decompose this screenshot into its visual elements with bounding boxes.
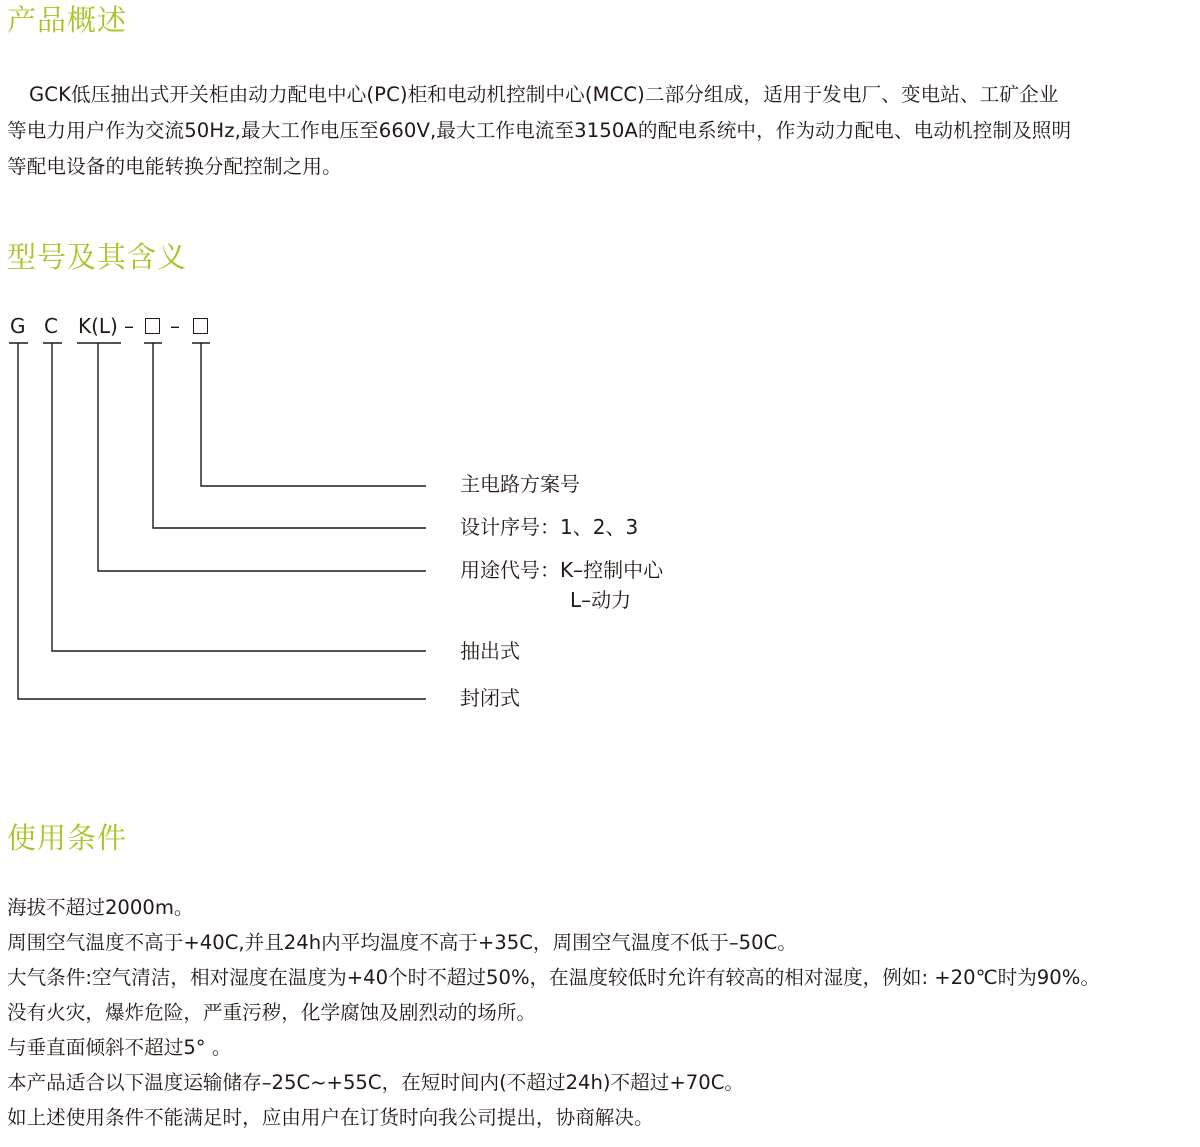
condition-item: 周围空气温度不高于+40C,并且24h内平均温度不高于+35C，周围空气温度不低于–50C。 <box>7 931 797 954</box>
overview-line: GCK低压抽出式开关柜由动力配电中心(PC)柜和电动机控制中心(MCC)二部分组成，适用于发电厂、变电站、工矿企业 <box>29 83 1059 106</box>
code-letter-k: K(L) <box>78 314 118 338</box>
leader-usage-code <box>98 343 426 571</box>
condition-item: 本产品适合以下温度运输储存–25C~+55C，在短时间内(不超过24h)不超过+70C。 <box>7 1071 744 1094</box>
model-heading: 型号及其含义 <box>7 240 188 274</box>
condition-item: 海拔不超过2000m。 <box>7 896 194 919</box>
leader-enclosed <box>18 343 426 699</box>
label-design-seq: 设计序号：1、2、3 <box>460 515 639 539</box>
condition-item: 与垂直面倾斜不超过5° 。 <box>7 1036 232 1059</box>
overview-heading: 产品概述 <box>7 3 128 37</box>
conditions-heading: 使用条件 <box>7 821 128 855</box>
condition-item: 没有火灾，爆炸危险，严重污秽，化学腐蚀及剧烈动的场所。 <box>7 1001 537 1024</box>
leader-drawout <box>52 343 426 651</box>
label-drawout: 抽出式 <box>460 639 520 663</box>
condition-item: 大气条件:空气清洁，相对湿度在温度为+40个时不超过50%，在温度较低时允许有较高的相对湿度，例如: +20℃时为90%。 <box>7 966 1100 989</box>
label-enclosed: 封闭式 <box>460 686 520 710</box>
code-letter-g: G <box>10 314 26 338</box>
overview-line: 等电力用户作为交流50Hz,最大工作电压至660V,最大工作电流至3150A的配电系统中，作为动力配电、电动机控制及照明 <box>7 119 1072 142</box>
leader-design-seq <box>153 343 426 528</box>
label-main-circuit: 主电路方案号 <box>460 472 580 496</box>
overview-line: 等配电设备的电能转换分配控制之用。 <box>7 155 342 178</box>
label-usage-code-l: L–动力 <box>570 588 632 612</box>
code-dash-1: – <box>124 314 134 338</box>
leader-main-circuit <box>201 343 426 486</box>
condition-item: 如上述使用条件不能满足时，应由用户在订货时向我公司提出，协商解决。 <box>7 1106 654 1129</box>
code-dash-2: – <box>170 314 180 338</box>
code-letter-c: C <box>44 314 58 338</box>
label-usage-code: 用途代号：K–控制中心 <box>460 558 664 582</box>
